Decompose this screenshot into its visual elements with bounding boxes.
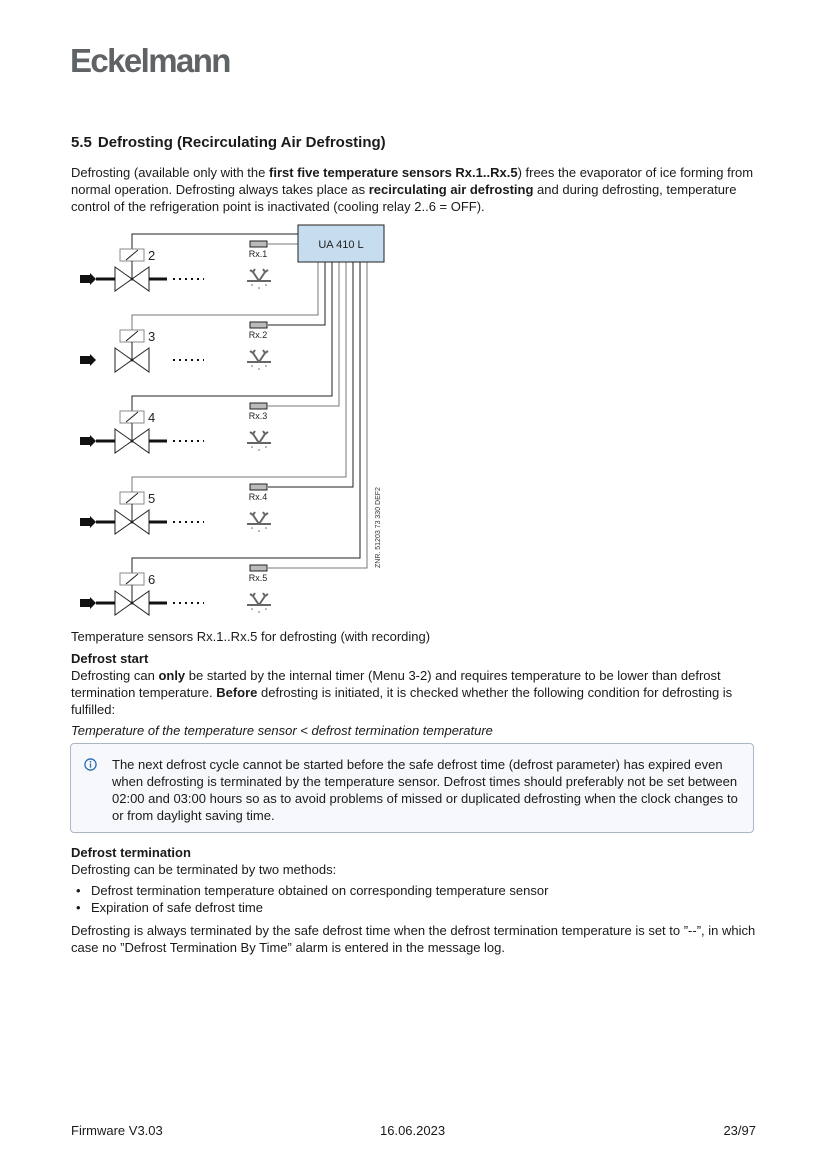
bold-text: first five temperature sensors Rx.1..Rx.5: [269, 165, 518, 180]
channel-6: [80, 565, 271, 615]
section-title-text: Defrosting (Recirculating Air Defrosting): [97, 134, 386, 151]
flow-arrow-icon: [80, 356, 90, 364]
sensor-label: Rx.5: [248, 573, 268, 583]
drawing-number: ZNR. 51203 73 330 DEF2: [375, 487, 382, 568]
bold-text: Before: [216, 685, 258, 700]
valve-icon: [115, 429, 132, 453]
text-run: Defrosting (available only with the: [71, 165, 269, 180]
text-run: and during defrosting, temperature control of the refrigeration point is inactivated (cooling relay 2..6 = OFF).: [71, 182, 737, 214]
temperature-sensor-icon: [250, 322, 267, 328]
temperature-sensor-icon: [250, 565, 267, 571]
sensor-label: Rx.2: [248, 330, 268, 340]
sensor-wire: [268, 262, 325, 325]
info-note-text: The next defrost cycle cannot be started before the safe defrost time (defrost parameter) has expired even when defrosting is terminated by the temperature sensor. Defrost times should preferably not be set between 02:00 and 03:00 hours so as to avoid problems of missed or duplicated defrosting when the clock changes to or from daylight saving time.: [112, 757, 738, 823]
section-title: [71, 134, 386, 151]
intro-paragraph: [71, 164, 761, 215]
wiring-diagram: [70, 222, 400, 622]
defrost-condition: Temperature of the temperature sensor < defrost termination temperature: [71, 723, 493, 738]
termination-methods-list: [71, 882, 548, 916]
evaporator-snowflake-icon: [247, 512, 271, 532]
evaporator-snowflake-icon: [247, 593, 271, 613]
channel-2: [80, 241, 271, 291]
relay-number: 2: [148, 248, 156, 263]
valve-icon: [115, 267, 132, 291]
sensor-label: Rx.1: [248, 249, 268, 259]
channel-5: [80, 484, 271, 534]
bold-text: recirculating air defrosting: [368, 182, 534, 197]
info-icon: [84, 758, 97, 771]
channels: [80, 241, 271, 615]
evaporator-snowflake-icon: [247, 350, 271, 370]
section-number: 5.5: [71, 134, 92, 151]
flow-arrow-icon: [80, 275, 90, 283]
temperature-sensor-icon: [250, 241, 267, 247]
relay-number: 6: [148, 572, 156, 587]
sensor-label: Rx.3: [248, 411, 268, 421]
controller-box: [298, 225, 384, 262]
relay-wire: [132, 262, 318, 330]
defrost-start-heading: Defrost start: [71, 651, 149, 666]
defrost-termination-heading: Defrost termination: [71, 845, 191, 860]
text-run: be started by the internal timer (Menu 3-2) and requires temperature to be lower than defrost termination temperature.: [71, 668, 721, 700]
footer-date: 16.06.2023: [380, 1123, 446, 1138]
valve-icon: [115, 348, 132, 372]
defrost-termination-body: Defrosting can be terminated by two methods:: [71, 862, 337, 877]
valve-icon: [115, 591, 132, 615]
text-run: defrosting is initiated, it is checked whether the following condition for defrosting is fulfilled:: [71, 685, 733, 717]
relay-number: 3: [148, 329, 156, 344]
list-item: • Expiration of safe defrost time: [71, 899, 548, 916]
text-run: Defrosting can: [71, 668, 159, 683]
sensor-label: Rx.4: [248, 492, 268, 502]
text-run: ) frees the evaporator of ice forming from normal operation. Defrosting always takes place as: [71, 165, 754, 197]
termination-final-paragraph: Defrosting is always terminated by the safe defrost time when the defrost termination temperature is set to ”--”, in which case no ”Defrost Termination By Time” alarm is entered in the message log.: [71, 923, 756, 955]
diagram-caption: Temperature sensors Rx.1..Rx.5 for defrosting (with recording): [71, 629, 431, 644]
temperature-sensor-icon: [250, 403, 267, 409]
controller-label: UA 410 L: [318, 239, 364, 251]
flow-arrow-icon: [80, 437, 90, 445]
temperature-sensor-icon: [250, 484, 267, 490]
list-item: • Defrost termination temperature obtained on corresponding temperature sensor: [71, 882, 548, 899]
sensor-wire: [268, 262, 353, 487]
flow-arrow-icon: [80, 599, 90, 607]
evaporator-snowflake-icon: [247, 269, 271, 289]
info-note: [70, 743, 754, 833]
relay-number: 4: [148, 410, 156, 425]
brand-logo: Eckelmann: [70, 42, 230, 79]
defrost-start-body: [71, 667, 761, 718]
flow-arrow-icon: [80, 518, 90, 526]
relay-wire: [132, 234, 298, 249]
relay-wire: [132, 262, 346, 492]
sensor-wire: [268, 262, 339, 406]
valve-icon: [115, 510, 132, 534]
relay-number: 5: [148, 491, 156, 506]
relay-wire: [132, 262, 360, 573]
footer-page-number: 23/97: [723, 1123, 756, 1138]
channel-3: [80, 322, 271, 372]
footer-firmware: Firmware V3.03: [71, 1123, 163, 1138]
bold-text: only: [158, 668, 186, 683]
evaporator-snowflake-icon: [247, 431, 271, 451]
channel-4: [80, 403, 271, 453]
relay-wire: [132, 262, 332, 411]
